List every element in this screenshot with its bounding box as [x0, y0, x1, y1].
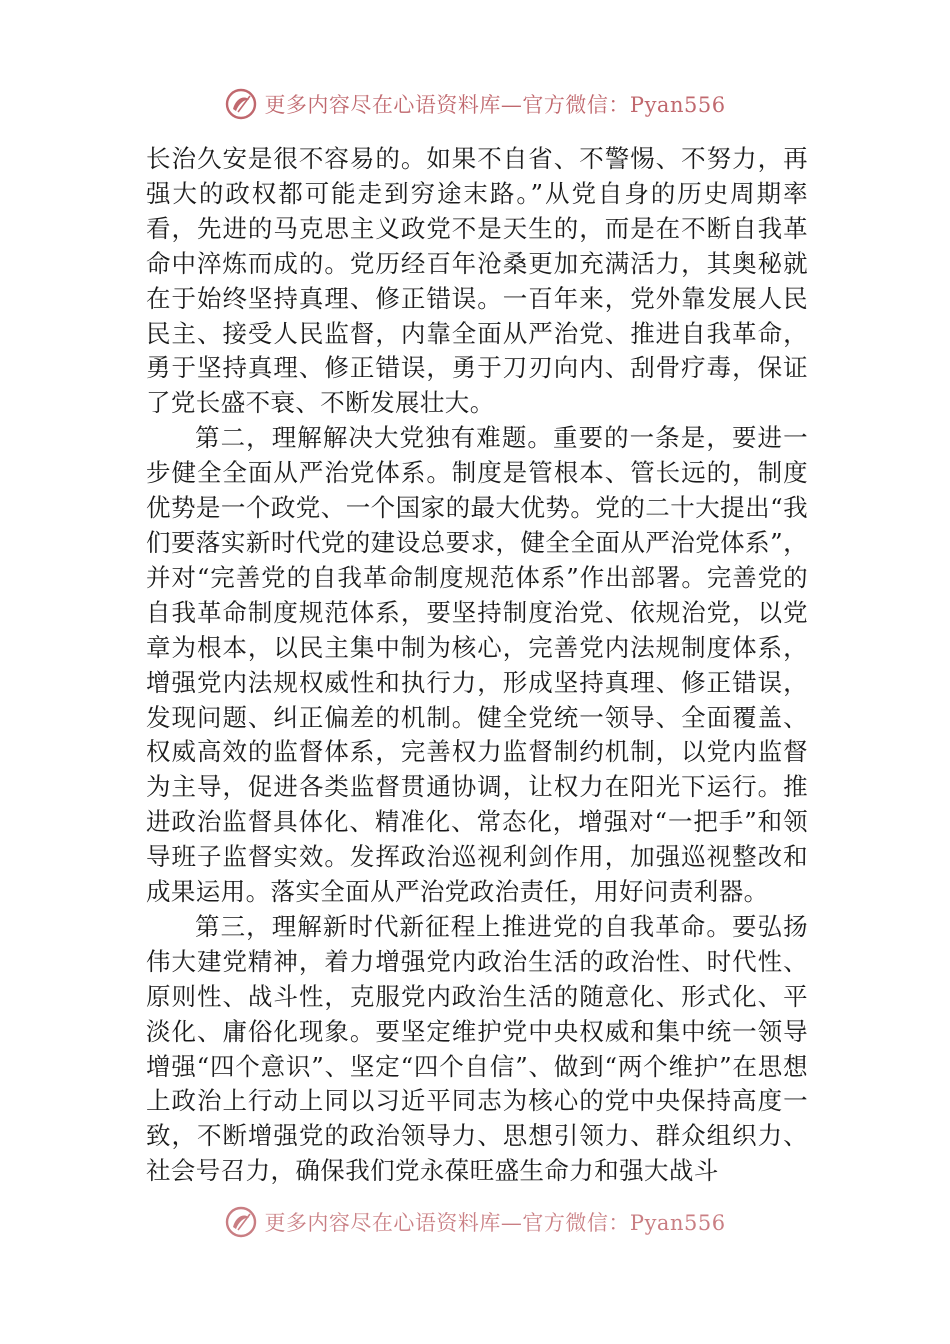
watermark-text: 更多内容尽在心语资料库—官方微信：Pyan556 [264, 93, 726, 117]
paragraph-continuation: 长治久安是很不容易的。如果不自省、不警惕、不努力，再强大的政权都可能走到穷途末路。”从党自身的历史周期率看，先进的马克思主义政党不是天生的，而是在不断自我革命中淬炼而成的。党历经百年沧桑更加充满活力，其奥秘就在于始终坚持真理、修正错误。一百年来，党外靠发展人民民主、接受人民监督，内靠全面从严治党、推进自我革命，勇于坚持真理、修正错误，勇于刀刃向内、刮骨疗毒，保证了党长盛不衰、不断发展壮大。 [146, 144, 808, 418]
footer-watermark [0, 1204, 950, 1240]
brand-logo-icon [224, 1205, 258, 1239]
paragraph-third: 第三，理解新时代新征程上推进党的自我革命。要弘扬伟大建党精神，着力增强党内政治生活的政治性、时代性、原则性、战斗性，克服党内政治生活的随意化、形式化、平淡化、庸俗化现象。要坚定维护党中央权威和集中统一领导增强“四个意识”、坚定“四个自信”、做到“两个维护”在思想上政治上行动上同以习近平同志为核心的党中央保持高度一致，不断增强党的政治领导力、思想引领力、群众组织力、社会号召力，确保我们党永葆旺盛生命力和强大战斗 [146, 911, 808, 1186]
brand-logo-icon [224, 87, 258, 121]
document-body [146, 142, 808, 1189]
watermark-text: 更多内容尽在心语资料库—官方微信：Pyan556 [264, 1211, 726, 1235]
paragraph-second: 第二，理解解决大党独有难题。重要的一条是，要进一步健全全面从严治党体系。制度是管根本、管长远的，制度优势是一个政党、一个国家的最大优势。党的二十大提出“我们要落实新时代党的建设总要求，健全全面从严治党体系”，并对“完善党的自我革命制度规范体系”作出部署。完善党的自我革命制度规范体系，要坚持制度治党、依规治党，以党章为根本，以民主集中制为核心，完善党内法规制度体系，增强党内法规权威性和执行力，形成坚持真理、修正错误，发现问题、纠正偏差的机制。健全党统一领导、全面覆盖、权威高效的监督体系，完善权力监督制约机制，以党内监督为主导，促进各类监督贯通协调，让权力在阳光下运行。推进政治监督具体化、精准化、常态化，增强对“一把手”和领导班子监督实效。发挥政治巡视利剑作用，加强巡视整改和成果运用。落实全面从严治党政治责任，用好问责利器。 [146, 423, 808, 907]
header-watermark [0, 86, 950, 122]
